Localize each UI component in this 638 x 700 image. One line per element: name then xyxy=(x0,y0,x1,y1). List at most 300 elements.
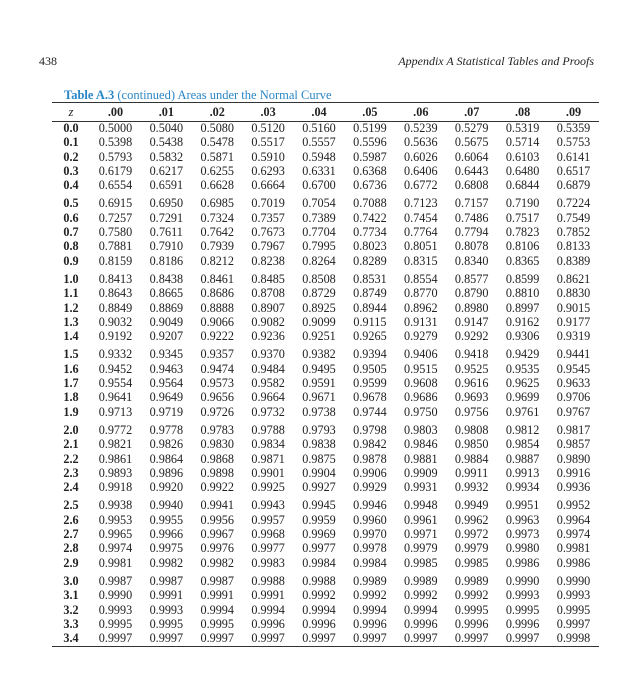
area-value-cell: 0.8413 xyxy=(98,271,133,286)
area-value-cell: 0.6443 xyxy=(454,163,489,178)
running-head: Appendix A Statistical Tables and Proofs xyxy=(398,54,594,68)
area-value-cell: 0.7764 xyxy=(404,225,438,240)
table-row xyxy=(52,588,599,602)
area-value-cell: 0.9292 xyxy=(454,329,489,344)
z-column-header: z xyxy=(68,104,74,119)
area-value-cell: 0.8980 xyxy=(454,300,489,315)
area-value-cell: 0.8944 xyxy=(353,300,387,315)
area-value-cell: 0.9992 xyxy=(302,588,336,603)
area-value-cell: 0.7910 xyxy=(149,239,184,254)
area-value-cell: 0.5596 xyxy=(353,135,387,150)
area-value-cell: 0.9778 xyxy=(149,422,184,437)
area-value-cell: 0.9987 xyxy=(149,573,184,588)
column-header: .09 xyxy=(565,104,582,119)
z-value-cell: 2.2 xyxy=(63,451,79,466)
area-value-cell: 0.9996 xyxy=(404,616,438,631)
area-value-cell: 0.9940 xyxy=(149,498,184,513)
z-value-cell: 1.2 xyxy=(63,300,79,315)
z-value-cell: 1.8 xyxy=(63,390,79,405)
z-value-cell: 1.4 xyxy=(63,329,79,344)
area-value-cell: 0.9992 xyxy=(404,588,438,603)
area-value-cell: 0.9934 xyxy=(505,480,540,495)
area-value-cell: 0.8962 xyxy=(404,300,438,315)
area-value-cell: 0.9744 xyxy=(353,404,387,419)
area-value-cell: 0.9861 xyxy=(98,451,133,466)
table-row xyxy=(52,513,599,527)
area-value-cell: 0.9990 xyxy=(505,573,540,588)
area-value-cell: 0.6217 xyxy=(149,163,184,178)
area-value-cell: 0.8790 xyxy=(454,286,489,301)
area-value-cell: 0.9911 xyxy=(455,465,489,480)
area-value-cell: 0.7157 xyxy=(454,196,489,211)
area-value-cell: 0.9608 xyxy=(404,376,438,391)
area-value-cell: 0.9878 xyxy=(353,451,387,466)
area-value-cell: 0.8340 xyxy=(454,253,489,268)
table-row xyxy=(52,362,599,376)
area-value-cell: 0.8749 xyxy=(353,286,387,301)
area-value-cell: 0.9732 xyxy=(251,404,285,419)
area-value-cell: 0.9925 xyxy=(251,480,285,495)
z-value-cell: 0.5 xyxy=(63,196,79,211)
area-value-cell: 0.5199 xyxy=(353,121,387,135)
area-value-cell: 0.9973 xyxy=(505,527,540,542)
area-value-cell: 0.8665 xyxy=(149,286,184,301)
area-value-cell: 0.9994 xyxy=(353,602,387,617)
area-value-cell: 0.9995 xyxy=(556,602,591,617)
area-value-cell: 0.5948 xyxy=(302,149,336,164)
area-value-cell: 0.9992 xyxy=(454,588,489,603)
area-value-cell: 0.7123 xyxy=(404,196,438,211)
z-value-cell: 1.5 xyxy=(63,347,79,362)
area-value-cell: 0.9834 xyxy=(251,437,285,452)
area-value-cell: 0.7019 xyxy=(251,196,285,211)
area-value-cell: 0.9099 xyxy=(302,314,336,329)
z-value-cell: 3.1 xyxy=(63,588,79,603)
area-value-cell: 0.6331 xyxy=(302,163,336,178)
area-value-cell: 0.9750 xyxy=(404,404,438,419)
area-value-cell: 0.8508 xyxy=(302,271,336,286)
area-value-cell: 0.9951 xyxy=(505,498,540,513)
column-header: .05 xyxy=(362,104,378,119)
area-value-cell: 0.9946 xyxy=(353,498,387,513)
area-value-cell: 0.9943 xyxy=(251,498,285,513)
column-header: .02 xyxy=(209,104,225,119)
area-value-cell: 0.7939 xyxy=(200,239,234,254)
area-value-cell: 0.6480 xyxy=(505,163,540,178)
area-value-cell: 0.9236 xyxy=(251,329,285,344)
area-value-cell: 0.8485 xyxy=(251,271,285,286)
area-value-cell: 0.6293 xyxy=(251,163,285,178)
area-value-cell: 0.7422 xyxy=(353,210,387,225)
area-value-cell: 0.5478 xyxy=(200,135,234,150)
area-value-cell: 0.9986 xyxy=(556,555,591,570)
area-value-cell: 0.8438 xyxy=(149,271,184,286)
z-value-cell: 0.1 xyxy=(63,135,79,150)
area-value-cell: 0.9922 xyxy=(200,480,234,495)
normal-curve-table xyxy=(52,103,599,645)
area-value-cell: 0.9854 xyxy=(505,437,540,452)
z-value-cell: 1.3 xyxy=(63,314,79,329)
z-value-cell: 2.4 xyxy=(63,480,79,495)
area-value-cell: 0.7967 xyxy=(251,239,285,254)
area-value-cell: 0.9599 xyxy=(353,376,387,391)
area-value-cell: 0.9988 xyxy=(302,573,336,588)
table-row xyxy=(52,603,599,617)
area-value-cell: 0.9995 xyxy=(149,616,184,631)
area-value-cell: 0.7995 xyxy=(302,239,336,254)
area-value-cell: 0.9967 xyxy=(200,527,234,542)
area-value-cell: 0.8925 xyxy=(302,300,336,315)
area-value-cell: 0.9898 xyxy=(200,465,234,480)
area-value-cell: 0.8315 xyxy=(404,253,438,268)
area-value-cell: 0.9993 xyxy=(149,602,184,617)
area-value-cell: 0.9032 xyxy=(98,314,133,329)
column-header: .03 xyxy=(260,104,276,119)
z-value-cell: 0.4 xyxy=(63,178,79,193)
area-value-cell: 0.9808 xyxy=(454,422,489,437)
area-value-cell: 0.9997 xyxy=(404,631,438,646)
area-value-cell: 0.5438 xyxy=(149,135,184,150)
area-value-cell: 0.8023 xyxy=(353,239,387,254)
z-value-cell: 0.7 xyxy=(63,225,79,240)
area-value-cell: 0.7486 xyxy=(454,210,489,225)
z-value-cell: 3.0 xyxy=(63,573,79,588)
area-value-cell: 0.9984 xyxy=(302,555,336,570)
area-value-cell: 0.9582 xyxy=(251,376,285,391)
area-value-cell: 0.8186 xyxy=(149,253,184,268)
area-value-cell: 0.9988 xyxy=(251,573,285,588)
area-value-cell: 0.8621 xyxy=(556,271,591,286)
area-value-cell: 0.9406 xyxy=(404,347,438,362)
area-value-cell: 0.9394 xyxy=(353,347,387,362)
table-row xyxy=(52,121,599,135)
area-value-cell: 0.9798 xyxy=(353,422,387,437)
area-value-cell: 0.9960 xyxy=(353,512,387,527)
table-row xyxy=(52,376,599,390)
area-value-cell: 0.8159 xyxy=(98,253,133,268)
area-value-cell: 0.9971 xyxy=(404,527,438,542)
area-value-cell: 0.9545 xyxy=(556,361,591,376)
area-value-cell: 0.9484 xyxy=(251,361,285,376)
area-value-cell: 0.9982 xyxy=(200,555,234,570)
area-value-cell: 0.7389 xyxy=(302,210,336,225)
area-value-cell: 0.9850 xyxy=(454,437,489,452)
area-value-cell: 0.9994 xyxy=(200,602,234,617)
area-value-cell: 0.8869 xyxy=(149,300,184,315)
area-value-cell: 0.5636 xyxy=(404,135,438,150)
z-value-cell: 3.3 xyxy=(63,616,79,631)
table-row xyxy=(52,570,599,588)
area-value-cell: 0.9515 xyxy=(404,361,438,376)
area-value-cell: 0.8849 xyxy=(98,300,133,315)
z-value-cell: 3.4 xyxy=(63,631,79,646)
table-row xyxy=(52,225,599,239)
area-value-cell: 0.9997 xyxy=(454,631,489,646)
area-value-cell: 0.9957 xyxy=(251,512,285,527)
z-value-cell: 0.6 xyxy=(63,210,79,225)
area-value-cell: 0.9981 xyxy=(556,541,591,556)
area-value-cell: 0.9884 xyxy=(454,451,489,466)
area-value-cell: 0.8907 xyxy=(251,300,285,315)
area-value-cell: 0.9931 xyxy=(404,480,438,495)
area-value-cell: 0.9864 xyxy=(149,451,184,466)
area-value-cell: 0.9972 xyxy=(454,527,489,542)
table-row xyxy=(52,480,599,494)
area-value-cell: 0.9793 xyxy=(302,422,336,437)
area-value-cell: 0.9989 xyxy=(404,573,438,588)
area-value-cell: 0.8599 xyxy=(505,271,540,286)
area-value-cell: 0.9938 xyxy=(98,498,133,513)
area-value-cell: 0.8389 xyxy=(556,253,591,268)
area-value-cell: 0.9989 xyxy=(353,573,387,588)
area-value-cell: 0.6255 xyxy=(200,163,234,178)
area-value-cell: 0.9964 xyxy=(556,512,591,527)
area-value-cell: 0.5871 xyxy=(200,149,234,164)
area-value-cell: 0.7224 xyxy=(556,196,591,211)
area-value-cell: 0.9932 xyxy=(454,480,489,495)
area-value-cell: 0.7549 xyxy=(556,210,591,225)
area-value-cell: 0.9868 xyxy=(200,451,234,466)
area-value-cell: 0.7291 xyxy=(149,210,184,225)
area-value-cell: 0.9945 xyxy=(302,498,336,513)
z-value-cell: 1.1 xyxy=(63,286,79,301)
table-rule-bottom xyxy=(52,646,599,647)
area-value-cell: 0.8212 xyxy=(200,253,234,268)
area-value-cell: 0.9664 xyxy=(251,390,285,405)
area-value-cell: 0.9838 xyxy=(302,437,336,452)
area-value-cell: 0.9961 xyxy=(404,512,438,527)
area-value-cell: 0.6736 xyxy=(353,178,387,193)
area-value-cell: 0.5714 xyxy=(505,135,540,150)
z-value-cell: 1.9 xyxy=(63,404,79,419)
area-value-cell: 0.9991 xyxy=(251,588,285,603)
area-value-cell: 0.9977 xyxy=(302,541,336,556)
area-value-cell: 0.5910 xyxy=(251,149,285,164)
area-value-cell: 0.9949 xyxy=(454,498,489,513)
area-value-cell: 0.9981 xyxy=(98,555,133,570)
z-value-cell: 0.9 xyxy=(63,253,79,268)
table-row xyxy=(52,527,599,541)
area-value-cell: 0.9927 xyxy=(302,480,336,495)
table-row xyxy=(52,343,599,361)
table-row xyxy=(52,437,599,451)
z-value-cell: 2.1 xyxy=(63,437,79,452)
area-value-cell: 0.6554 xyxy=(98,178,133,193)
area-value-cell: 0.9418 xyxy=(454,347,489,362)
table-row xyxy=(52,239,599,253)
z-value-cell: 1.7 xyxy=(63,376,79,391)
area-value-cell: 0.9357 xyxy=(200,347,234,362)
area-value-cell: 0.9162 xyxy=(505,314,540,329)
area-value-cell: 0.9997 xyxy=(98,631,133,646)
area-value-cell: 0.9970 xyxy=(353,527,387,542)
area-value-cell: 0.6517 xyxy=(556,163,591,178)
area-value-cell: 0.9941 xyxy=(200,498,234,513)
table-row xyxy=(52,617,599,631)
area-value-cell: 0.9997 xyxy=(251,631,285,646)
area-value-cell: 0.9987 xyxy=(200,573,234,588)
area-value-cell: 0.9678 xyxy=(353,390,387,405)
area-value-cell: 0.9177 xyxy=(556,314,591,329)
column-header: .00 xyxy=(107,104,124,119)
area-value-cell: 0.9980 xyxy=(505,541,540,556)
area-value-cell: 0.8461 xyxy=(200,271,234,286)
area-value-cell: 0.9756 xyxy=(454,404,489,419)
area-value-cell: 0.9564 xyxy=(149,376,184,391)
z-value-cell: 2.7 xyxy=(63,527,79,542)
area-value-cell: 0.5120 xyxy=(251,121,285,135)
area-value-cell: 0.9996 xyxy=(251,616,285,631)
area-value-cell: 0.9968 xyxy=(251,527,285,542)
area-value-cell: 0.9987 xyxy=(98,573,133,588)
area-value-cell: 0.9959 xyxy=(302,512,336,527)
table-row xyxy=(52,178,599,192)
area-value-cell: 0.5832 xyxy=(149,149,184,164)
area-value-cell: 0.9974 xyxy=(98,541,133,556)
area-value-cell: 0.9719 xyxy=(149,404,184,419)
area-value-cell: 0.8554 xyxy=(404,271,438,286)
area-value-cell: 0.9115 xyxy=(353,314,387,329)
area-value-cell: 0.9953 xyxy=(98,512,133,527)
area-value-cell: 0.9909 xyxy=(404,465,438,480)
area-value-cell: 0.7054 xyxy=(302,196,336,211)
area-value-cell: 0.9279 xyxy=(404,329,438,344)
area-value-cell: 0.8729 xyxy=(302,286,336,301)
area-value-cell: 0.9495 xyxy=(302,361,336,376)
area-value-cell: 0.9554 xyxy=(98,376,133,391)
area-value-cell: 0.9956 xyxy=(200,512,234,527)
area-value-cell: 0.9990 xyxy=(98,588,133,603)
table-row xyxy=(52,301,599,315)
table-row xyxy=(52,211,599,225)
area-value-cell: 0.5793 xyxy=(98,149,133,164)
area-value-cell: 0.7088 xyxy=(353,196,387,211)
area-value-cell: 0.9918 xyxy=(98,480,133,495)
area-value-cell: 0.9991 xyxy=(149,588,184,603)
area-value-cell: 0.7673 xyxy=(251,225,285,240)
z-value-cell: 0.0 xyxy=(63,121,79,135)
table-row xyxy=(52,419,599,437)
table-row xyxy=(52,556,599,570)
area-value-cell: 0.9969 xyxy=(302,527,336,542)
area-value-cell: 0.9713 xyxy=(98,404,133,419)
area-value-cell: 0.9474 xyxy=(200,361,234,376)
column-header: .04 xyxy=(311,104,327,119)
area-value-cell: 0.8078 xyxy=(454,239,489,254)
area-value-cell: 0.9706 xyxy=(556,390,591,405)
area-value-cell: 0.6026 xyxy=(404,149,438,164)
z-value-cell: 0.2 xyxy=(63,149,79,164)
area-value-cell: 0.6700 xyxy=(302,178,336,193)
z-value-cell: 0.8 xyxy=(63,239,79,254)
table-row xyxy=(52,466,599,480)
area-value-cell: 0.9906 xyxy=(353,465,387,480)
area-value-cell: 0.6179 xyxy=(98,163,133,178)
area-value-cell: 0.9991 xyxy=(200,588,234,603)
area-value-cell: 0.9192 xyxy=(98,329,133,344)
area-value-cell: 0.9842 xyxy=(353,437,387,452)
area-value-cell: 0.9767 xyxy=(556,404,591,419)
area-value-cell: 0.8577 xyxy=(454,271,489,286)
area-value-cell: 0.7324 xyxy=(200,210,234,225)
column-header: .07 xyxy=(464,104,480,119)
area-value-cell: 0.8888 xyxy=(200,300,234,315)
area-value-cell: 0.6664 xyxy=(251,178,285,193)
area-value-cell: 0.7852 xyxy=(556,225,591,240)
area-value-cell: 0.9993 xyxy=(556,588,591,603)
area-value-cell: 0.9979 xyxy=(454,541,489,556)
area-value-cell: 0.9948 xyxy=(404,498,438,513)
area-value-cell: 0.9772 xyxy=(98,422,133,437)
area-value-cell: 0.9222 xyxy=(200,329,234,344)
area-value-cell: 0.9875 xyxy=(302,451,336,466)
area-value-cell: 0.8810 xyxy=(505,286,540,301)
area-value-cell: 0.9641 xyxy=(98,390,133,405)
area-value-cell: 0.9985 xyxy=(454,555,489,570)
area-value-cell: 0.9994 xyxy=(404,602,438,617)
area-value-cell: 0.9993 xyxy=(98,602,133,617)
area-value-cell: 0.9890 xyxy=(556,451,591,466)
table-row xyxy=(52,541,599,555)
table-row xyxy=(52,286,599,300)
area-value-cell: 0.9997 xyxy=(353,631,387,646)
area-value-cell: 0.9976 xyxy=(200,541,234,556)
area-value-cell: 0.9966 xyxy=(149,527,184,542)
area-value-cell: 0.9821 xyxy=(98,437,133,452)
area-value-cell: 0.5359 xyxy=(556,121,591,135)
table-title-label: Table A.3 xyxy=(64,88,115,102)
area-value-cell: 0.9963 xyxy=(505,512,540,527)
z-value-cell: 1.6 xyxy=(63,361,79,376)
area-value-cell: 0.9616 xyxy=(454,376,489,391)
area-value-cell: 0.9977 xyxy=(251,541,285,556)
area-value-cell: 0.9975 xyxy=(149,541,184,556)
area-value-cell: 0.5987 xyxy=(353,149,387,164)
area-value-cell: 0.6406 xyxy=(404,163,438,178)
z-value-cell: 0.3 xyxy=(63,163,79,178)
area-value-cell: 0.9207 xyxy=(149,329,184,344)
area-value-cell: 0.5279 xyxy=(454,121,489,135)
area-value-cell: 0.9904 xyxy=(302,465,336,480)
area-value-cell: 0.9131 xyxy=(404,314,438,329)
area-value-cell: 0.9920 xyxy=(149,480,184,495)
area-value-cell: 0.9989 xyxy=(454,573,489,588)
area-value-cell: 0.9929 xyxy=(353,480,387,495)
area-value-cell: 0.9901 xyxy=(251,465,285,480)
area-value-cell: 0.9591 xyxy=(302,376,336,391)
area-value-cell: 0.6985 xyxy=(200,196,234,211)
area-value-cell: 0.9463 xyxy=(149,361,184,376)
area-value-cell: 0.9997 xyxy=(556,616,591,631)
z-value-cell: 2.3 xyxy=(63,465,79,480)
area-value-cell: 0.8830 xyxy=(556,286,591,301)
area-value-cell: 0.6915 xyxy=(98,196,133,211)
column-header: .01 xyxy=(158,104,174,119)
area-value-cell: 0.9983 xyxy=(251,555,285,570)
area-value-cell: 0.9997 xyxy=(505,631,540,646)
area-value-cell: 0.9370 xyxy=(251,347,285,362)
area-value-cell: 0.7517 xyxy=(505,210,540,225)
area-value-cell: 0.9693 xyxy=(454,390,489,405)
table-row xyxy=(52,494,599,512)
table-row xyxy=(52,164,599,178)
area-value-cell: 0.9429 xyxy=(505,347,540,362)
area-value-cell: 0.9993 xyxy=(505,588,540,603)
area-value-cell: 0.5080 xyxy=(200,121,234,135)
z-value-cell: 1.0 xyxy=(63,271,79,286)
area-value-cell: 0.9830 xyxy=(200,437,234,452)
area-value-cell: 0.9995 xyxy=(98,616,133,631)
